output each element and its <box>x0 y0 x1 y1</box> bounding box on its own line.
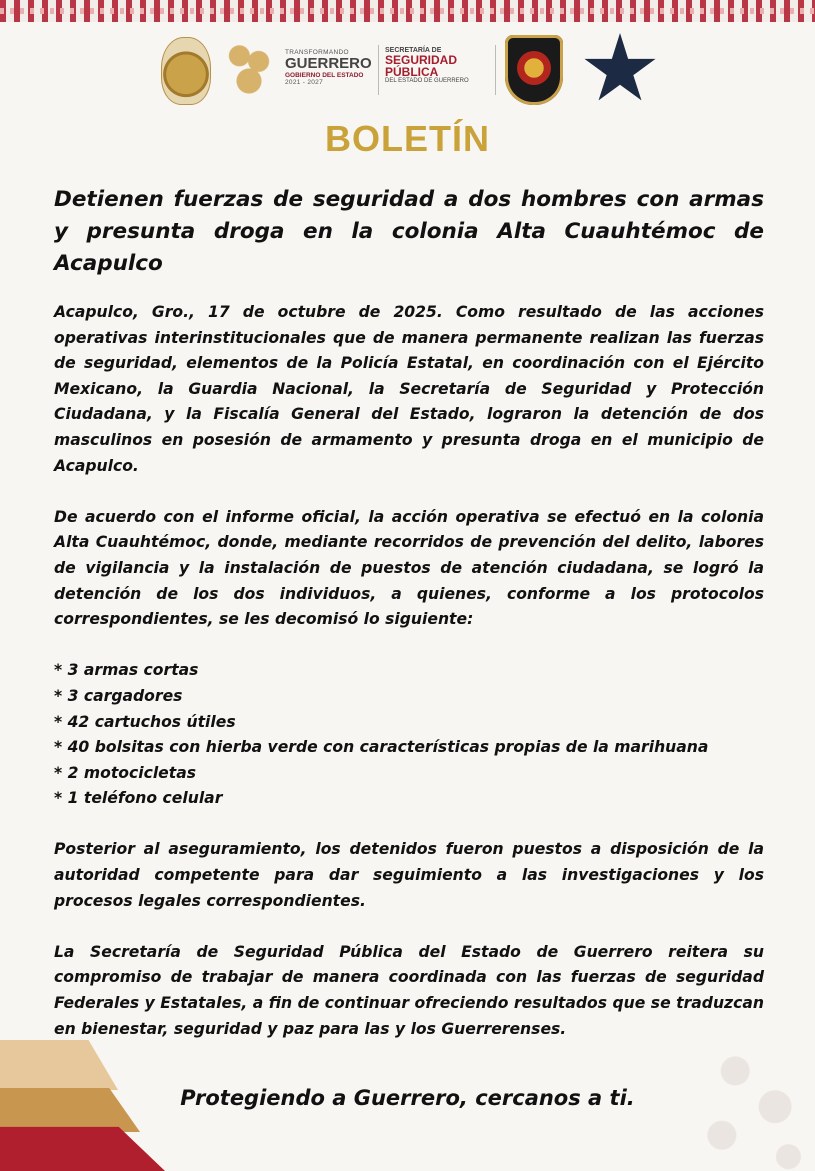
seized-items-list <box>54 658 764 812</box>
paragraph: Acapulco, Gro., 17 de octubre de 2025. Como resultado de las acciones operativas interinstitucionales que de manera permanente realizan las fuerzas de seguridad, elementos de la Policía Estatal, en coordinación con el Ejército Mexicano, la Guardia Nacional, la Secretaría de Seguridad y Protección Ciudadana, y la Fiscalía General del Estado, lograron la detención de dos masculinos en posesión de armamento y presunta droga en el municipio de Acapulco. <box>54 303 764 475</box>
article-body <box>54 300 764 1068</box>
list-item: * 2 motocicletas <box>54 763 197 782</box>
ssp-line1-text: SEGURIDAD <box>385 53 458 67</box>
logo-row <box>155 33 665 111</box>
gobierno-sub-text: GOBIERNO DEL ESTADO <box>285 72 364 79</box>
ssp-logo-text <box>385 47 495 84</box>
headline: Detienen fuerzas de seguridad a dos hombres con armas y presunta droga en la colonia Alta Cuauhtémoc de Acapulco <box>54 187 764 276</box>
paragraph: De acuerdo con el informe oficial, la acción operativa se efectuó en la colonia Alta Cuauhtémoc, donde, mediante recorridos de prevención del delito, labores de vigilancia y la instalación de puestos de atención ciudadana, se logró la detención de los dos individuos, a quienes, conforme a los protocolos correspondientes, se les decomisó lo siguiente: <box>54 507 764 629</box>
gobierno-logo-text <box>285 49 375 86</box>
state-seal-logo <box>161 37 211 105</box>
list-item: * 42 cartuchos útiles <box>54 712 236 731</box>
top-decorative-band <box>0 0 815 22</box>
police-star-logo <box>583 33 657 107</box>
ssp-small-text: SECRETARÍA DE <box>385 47 442 54</box>
gobierno-big-text: GUERRERO <box>285 55 372 72</box>
list-item: * 3 cargadores <box>54 686 183 705</box>
slogan: Protegiendo a Guerrero, cercanos a ti. <box>180 1086 635 1110</box>
logo-divider <box>495 45 496 95</box>
ssp-badge-logo <box>505 35 563 105</box>
paragraph: Posterior al aseguramiento, los detenidos fueron puestos a disposición de la autoridad competente para dar seguimiento a las investigaciones y los procesos legales correspondientes. <box>54 840 764 910</box>
ssp-line2-text: PÚBLICA <box>385 65 439 79</box>
gobierno-small-text: TRANSFORMANDO <box>285 49 349 56</box>
guerrero-emblem-logo <box>225 39 273 95</box>
page-title: BOLETÍN <box>325 118 490 159</box>
gobierno-years-text: 2021 - 2027 <box>285 79 323 86</box>
list-item: * 40 bolsitas con hierba verde con características propias de la marihuana <box>54 738 709 757</box>
list-item: * 3 armas cortas <box>54 661 199 680</box>
paragraph: La Secretaría de Seguridad Pública del Estado de Guerrero reitera su compromiso de trabajar de manera coordinada con las fuerzas de seguridad Federales y Estatales, a fin de continuar ofreciendo resultados que se traduzcan en bienestar, seguridad y paz para las y los Guerrerenses. <box>54 942 764 1038</box>
list-item: * 1 teléfono celular <box>54 789 223 808</box>
logo-divider <box>378 45 379 95</box>
ssp-dept-text: DEL ESTADO DE GUERRERO <box>385 78 469 84</box>
